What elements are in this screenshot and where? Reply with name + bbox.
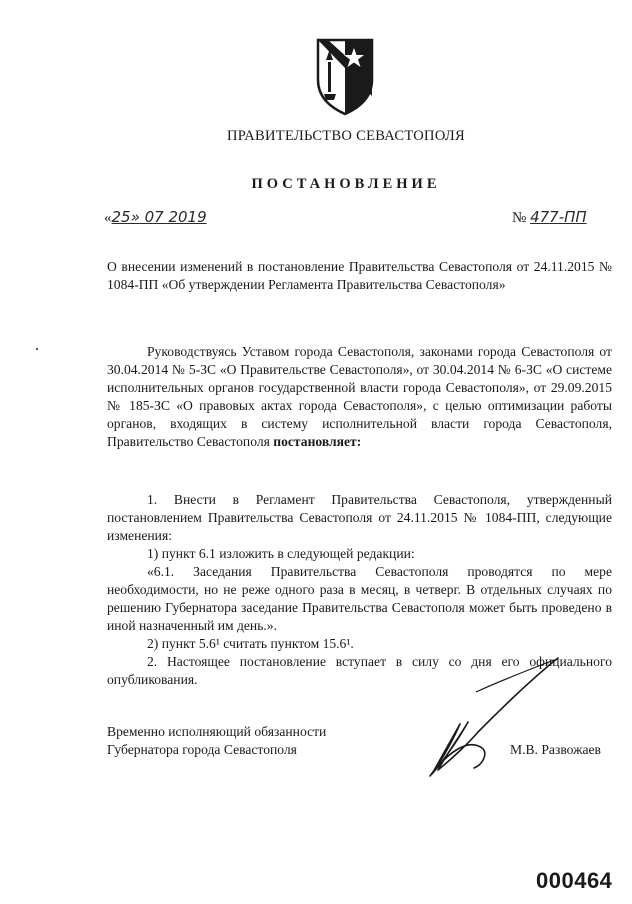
registration-number: 000464 — [536, 868, 613, 893]
signatory-position — [107, 723, 326, 759]
date-handwritten: 25» 07 2019 — [111, 208, 207, 226]
document-type-title: ПОСТАНОВЛЕНИЕ — [251, 176, 441, 192]
body-item-2: 2. Настоящее постановление вступает в силу со дня его официального опубликования. — [107, 654, 612, 687]
date-prefix: « — [104, 210, 112, 226]
number-handwritten: 477-ПП — [530, 208, 587, 226]
position-line-1: Временно исполняющий обязанности — [107, 724, 327, 739]
preamble-text: Руководствуясь Уставом города Севастополя, законами города Севастополя от 30.04.2014 № 5-ЗС «О Правительстве Севастополя», от 30.04.2014 № 6-ЗС «О системе исполнительных органов государственной власти города Севастополя», от 29.09.2015 № 185-ЗС «О правовых актах города Севастополя», с целью оптимизации работы органов, входящих в систему исполнительной власти города Севастополя, Правительство Севастополя — [107, 344, 612, 449]
handwritten-signature — [408, 652, 568, 782]
position-line-2: Губернатора города Севастополя — [107, 742, 297, 757]
preamble-paragraph — [107, 343, 612, 451]
coat-of-arms-emblem — [314, 36, 376, 116]
number-prefix: № — [512, 210, 531, 226]
body-subitem-1: 1) пункт 6.1 изложить в следующей редакции: — [147, 546, 415, 561]
document-number — [512, 208, 587, 227]
signatory-name: М.В. Развожаев — [510, 742, 601, 757]
document-date — [104, 208, 207, 227]
body-quote: «6.1. Заседания Правительства Севастополя проводятся по мере необходимости, но не реже одного раза в месяц, в четверг. В отдельных случаях по решению Губернатора заседание Правительства Севастополя может быть проведено в иной назначенный им день.». — [107, 564, 612, 633]
scan-speck — [36, 348, 38, 350]
preamble-decides: постановляет: — [273, 434, 362, 449]
body-item-1: 1. Внести в Регламент Правительства Севастополя, утвержденный постановлением Правительства Севастополя от 24.11.2015 № 1084-ПП, следующие изменения: — [107, 492, 612, 543]
body-subitem-2: 2) пункт 5.6¹ считать пунктом 15.6¹. — [147, 636, 354, 651]
document-subject: О внесении изменений в постановление Правительства Севастополя от 24.11.2015 № 1084-ПП «Об утверждении Регламента Правительства Севастополя» — [107, 259, 612, 292]
government-name: ПРАВИТЕЛЬСТВО СЕВАСТОПОЛЯ — [227, 128, 465, 144]
